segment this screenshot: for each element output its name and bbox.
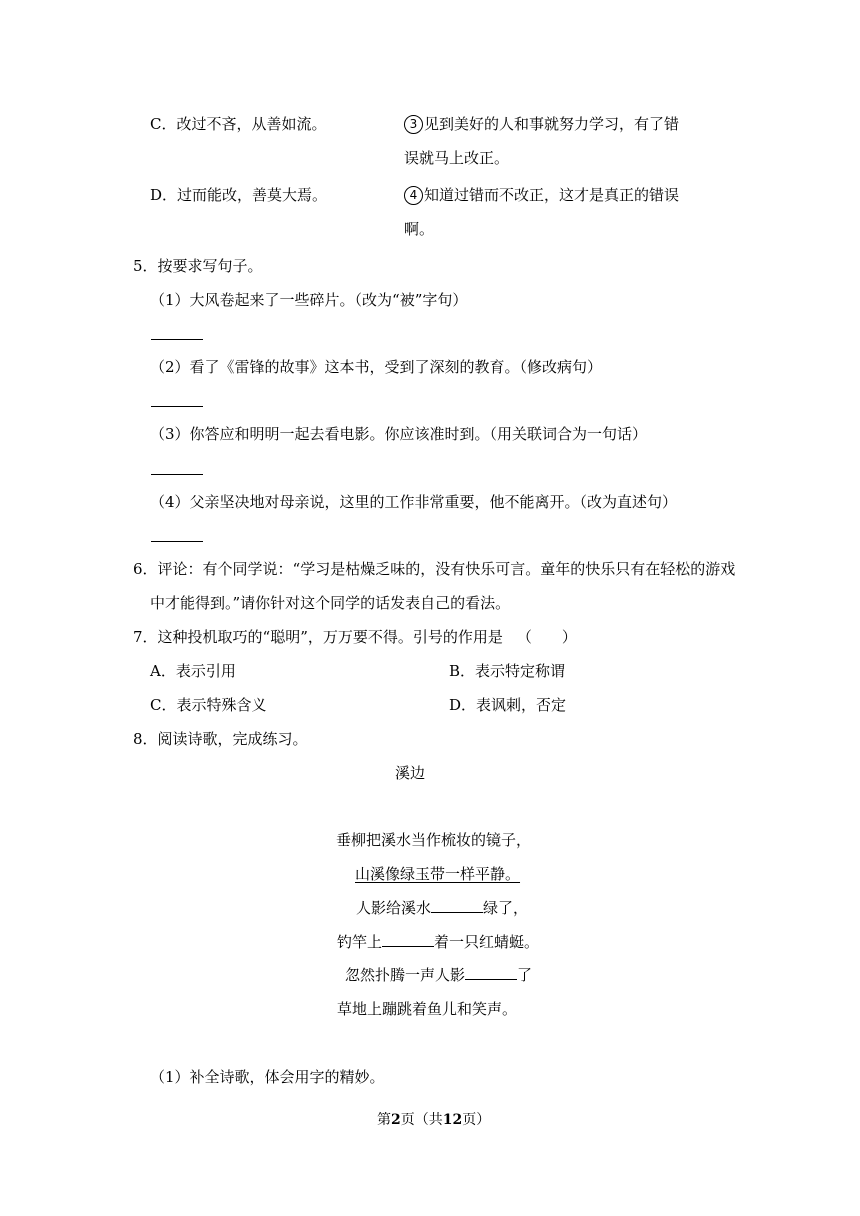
footer-post: 页） bbox=[462, 1112, 491, 1128]
answer-line-3[interactable] bbox=[151, 474, 203, 475]
q5-sentence-2: （2）看了《雷锋的故事》这本书，受到了深刻的教育。（修改病句） bbox=[150, 358, 603, 376]
q4-match-3-text: 见到美好的人和事就努力学习，有了错 bbox=[424, 115, 680, 133]
poem-line-4-b: 着一只红蜻蜓。 bbox=[434, 933, 540, 951]
poem-line-4 bbox=[337, 932, 539, 952]
poem-blank-1[interactable] bbox=[431, 898, 483, 913]
q7-option-a[interactable]: A．表示引用 bbox=[150, 662, 236, 680]
answer-line-4[interactable] bbox=[151, 541, 203, 542]
q5-sentence-1: （1）大风卷起来了一些碎片。（改为“被”字句） bbox=[150, 291, 468, 309]
poem-line-1: 垂柳把溪水当作梳妆的镜子， bbox=[336, 831, 532, 849]
circled-number-4: 4 bbox=[404, 186, 423, 205]
q8-title: 8．阅读诗歌，完成练习。 bbox=[133, 730, 308, 748]
poem-line-5 bbox=[345, 965, 532, 985]
poem-blank-2[interactable] bbox=[382, 932, 434, 947]
answer-line-1[interactable] bbox=[151, 339, 203, 340]
q8-sub-1: （1）补全诗歌，体会用字的精妙。 bbox=[150, 1068, 385, 1086]
poem-title: 溪边 bbox=[395, 764, 426, 782]
poem-line-3 bbox=[356, 898, 528, 918]
q7-option-c[interactable]: C．表示特殊含义 bbox=[150, 696, 267, 714]
q7-option-d[interactable]: D．表讽刺，否定 bbox=[449, 696, 567, 714]
q6-line-1: 6．评论：有个同学说：“学习是枯燥乏味的，没有快乐可言。童年的快乐只有在轻松的游戏 bbox=[133, 560, 736, 578]
poem-line-3-a: 人影给溪水 bbox=[356, 899, 432, 917]
q4-match-3-cont: 误就马上改正。 bbox=[404, 149, 510, 167]
q7-stem-text: 7．这种投机取巧的“聪明”，万万要不得。引号的作用是 bbox=[133, 628, 503, 646]
q5-sentence-3: （3）你答应和明明一起去看电影。你应该准时到。（用关联词合为一句话） bbox=[150, 425, 648, 443]
q4-match-3 bbox=[404, 114, 679, 134]
poem-line-5-a: 忽然扑腾一声人影 bbox=[345, 966, 466, 984]
q4-match-4-cont: 啊。 bbox=[404, 220, 435, 238]
circled-number-3: 3 bbox=[404, 115, 423, 134]
q5-sentence-4: （4）父亲坚决地对母亲说，这里的工作非常重要，他不能离开。（改为直述句） bbox=[150, 493, 678, 511]
poem-blank-3[interactable] bbox=[465, 965, 517, 980]
footer-total-pages: 12 bbox=[442, 1112, 463, 1128]
q4-match-4-text: 知道过错而不改正，这才是真正的错误 bbox=[424, 186, 680, 204]
q4-option-c: C．改过不吝，从善如流。 bbox=[150, 115, 327, 133]
q4-match-4 bbox=[404, 185, 679, 205]
q7-stem bbox=[133, 627, 577, 647]
q4-option-d: D．过而能改，善莫大焉。 bbox=[150, 186, 328, 204]
footer-mid: 页（共 bbox=[400, 1112, 443, 1128]
q5-title: 5．按要求写句子。 bbox=[133, 257, 263, 275]
q6-line-2: 中才能得到。”请你针对这个同学的话发表自己的看法。 bbox=[150, 594, 511, 612]
footer-page-number: 2 bbox=[391, 1112, 401, 1128]
poem-line-4-a: 钓竿上 bbox=[337, 933, 383, 951]
poem-line-6: 草地上蹦跳着鱼儿和笑声。 bbox=[337, 1000, 518, 1018]
answer-line-2[interactable] bbox=[151, 406, 203, 407]
q7-answer-bracket[interactable]: （ ） bbox=[516, 628, 577, 646]
page-footer bbox=[377, 1110, 490, 1130]
footer-pre: 第 bbox=[377, 1112, 391, 1128]
poem-line-5-b: 了 bbox=[517, 966, 533, 984]
poem-line-3-b: 绿了， bbox=[483, 899, 529, 917]
poem-line-2-underlined: 山溪像绿玉带一样平静。 bbox=[355, 865, 521, 883]
q7-option-b[interactable]: B．表示特定称谓 bbox=[449, 662, 566, 680]
